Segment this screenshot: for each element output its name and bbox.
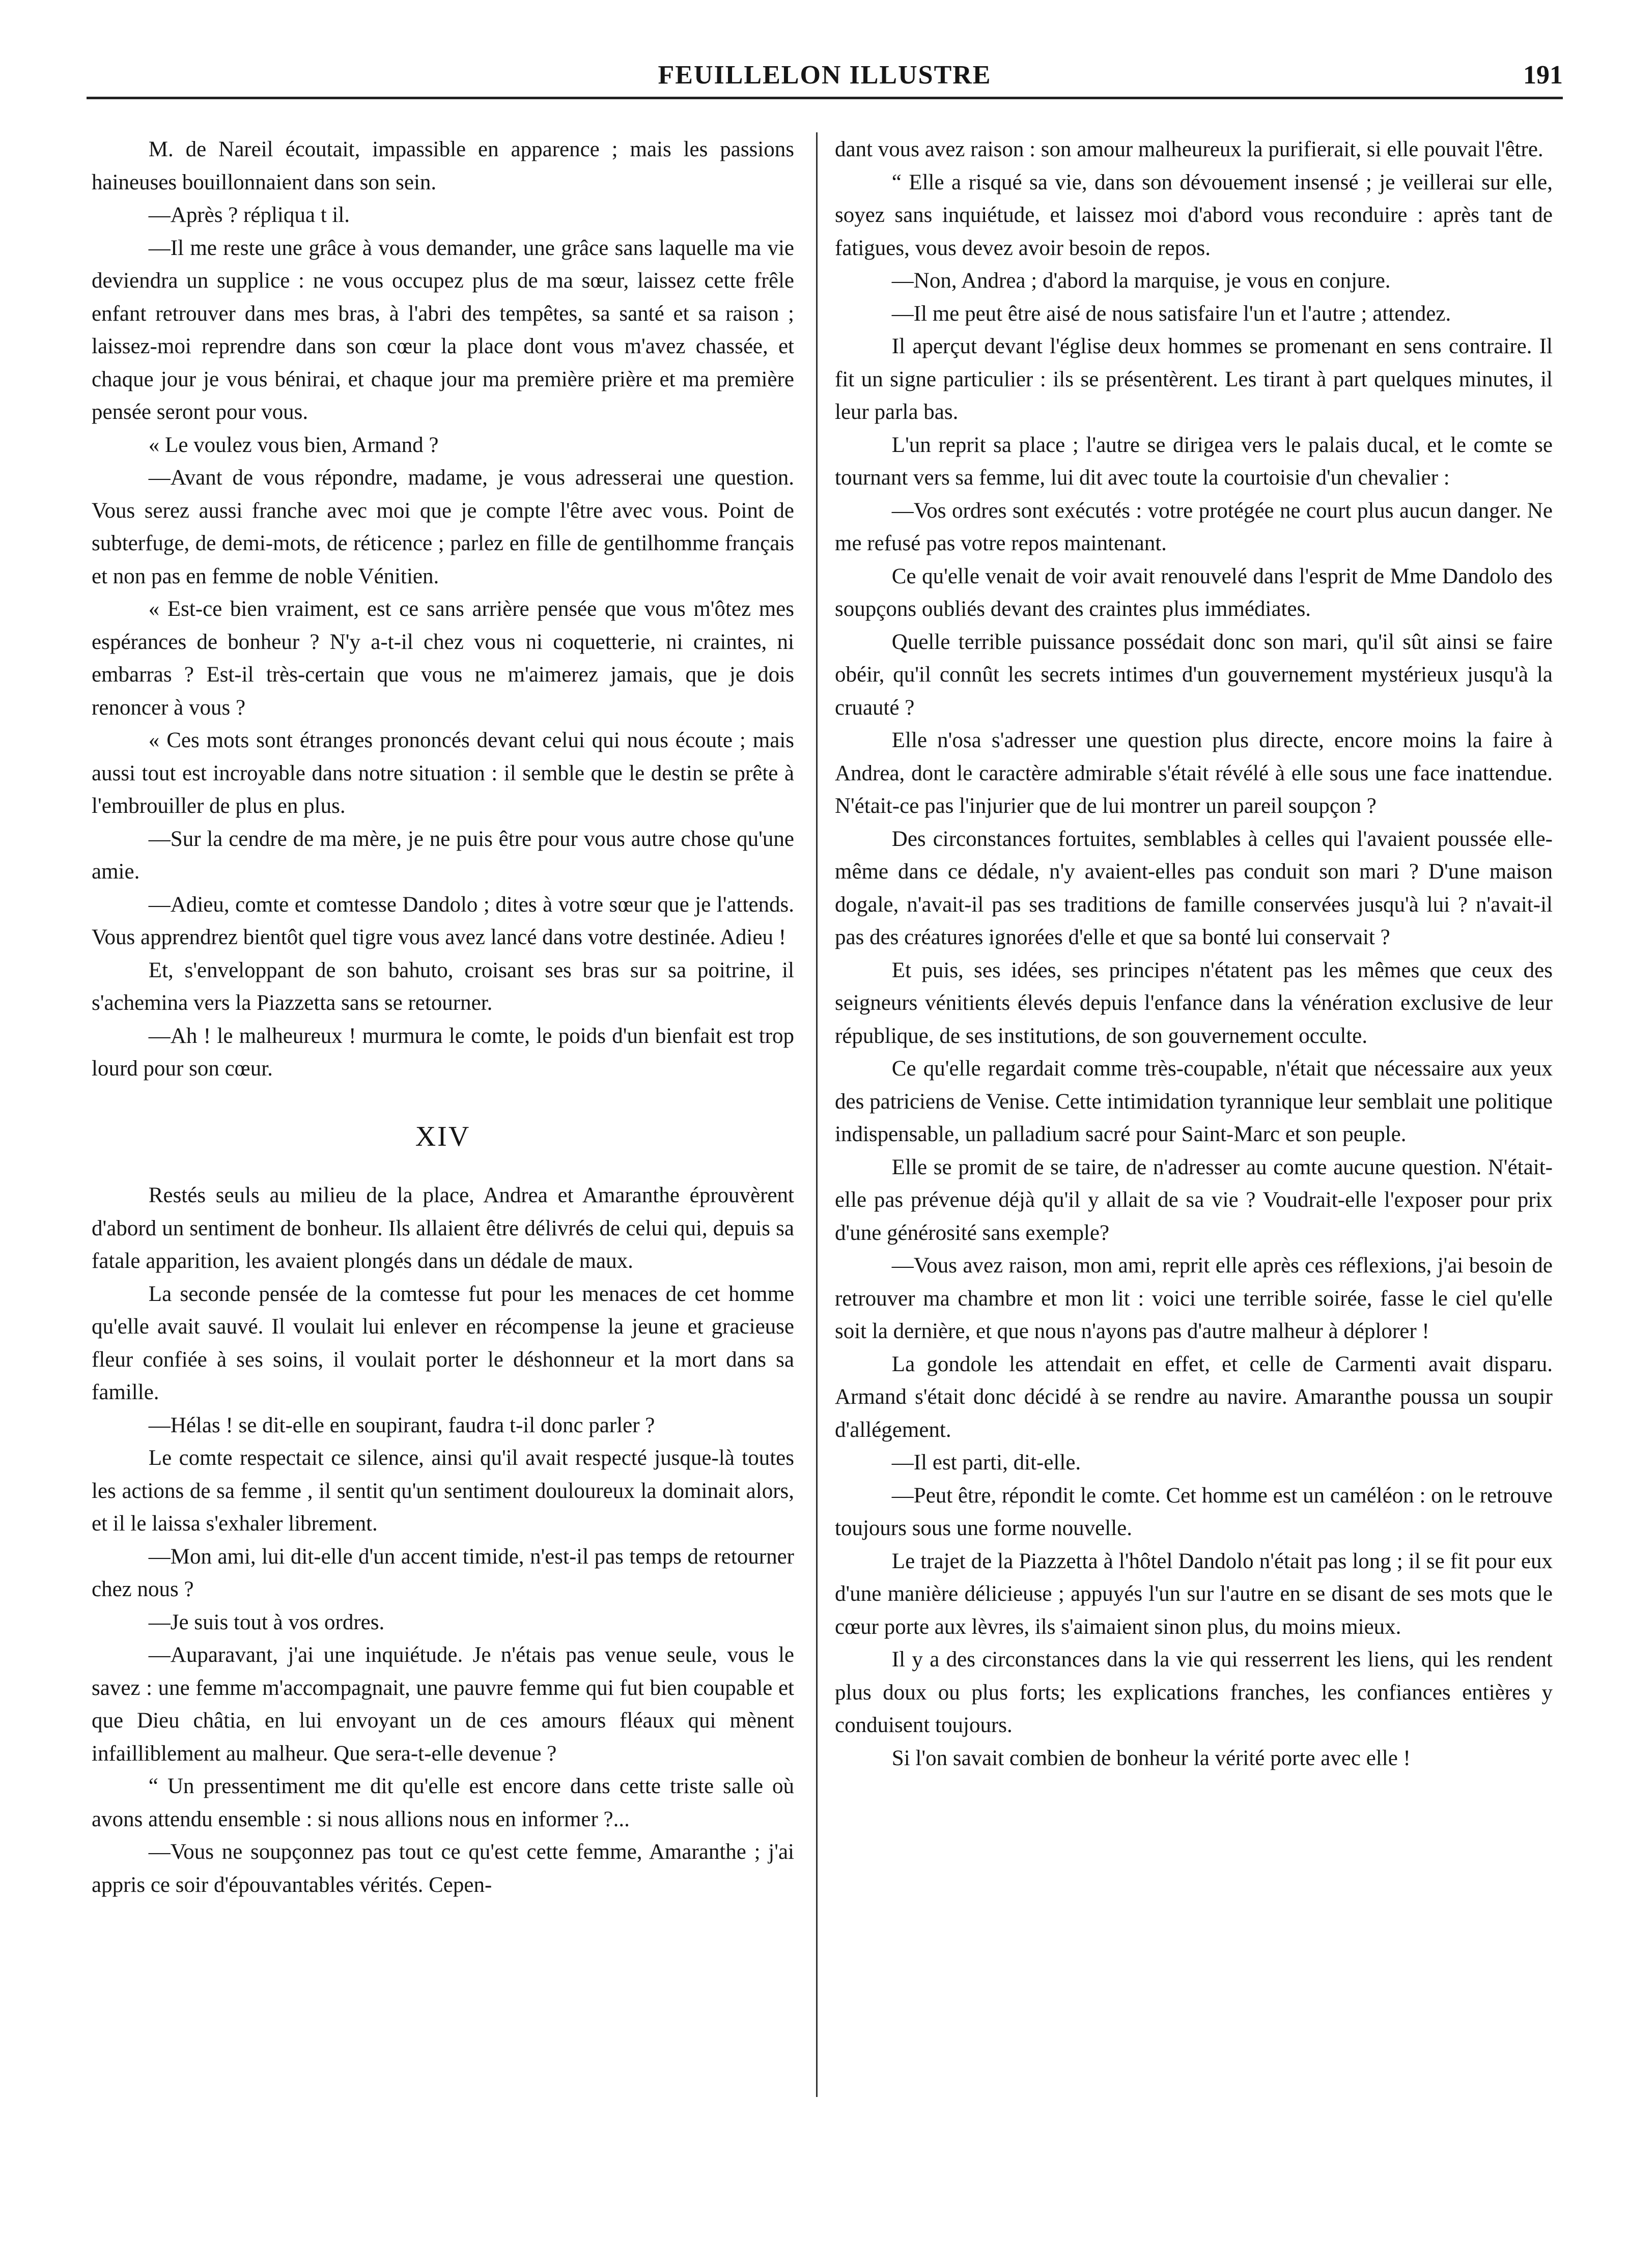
paragraph: —Sur la cendre de ma mère, je ne puis être pour vous autre chose qu'une amie.	[92, 827, 794, 884]
paragraph: Et, s'enveloppant de son bahuto, croisant ses bras sur sa poitrine, il s'achemina vers la Piazzetta sans se retourner.	[92, 958, 794, 1015]
header-rule	[87, 97, 1563, 99]
paragraph: —Après ? répliqua t il.	[148, 203, 350, 227]
paragraph: Restés seuls au milieu de la place, Andrea et Amaranthe éprouvèrent d'abord un sentiment de bonheur. Ils allaient être délivrés de celui qui, depuis sa fatale apparition, les avaient plongés dans un dédale de maux.	[92, 1183, 794, 1273]
paragraph: Si l'on savait combien de bonheur la vérité porte avec elle !	[891, 1746, 1411, 1770]
paragraph: —Hélas ! se dit-elle en soupirant, faudra t-il donc parler ?	[148, 1413, 655, 1437]
running-title: FEUILLELON ILLUSTRE	[658, 61, 992, 90]
page-number: 191	[1523, 61, 1563, 90]
paragraph: Ce qu'elle venait de voir avait renouvelé dans l'esprit de Mme Dandolo des soupçons oubliés devant des craintes plus immédiates.	[835, 564, 1553, 621]
paragraph: M. de Nareil écoutait, impassible en apparence ; mais les passions haineuses bouillonnaient dans son sein.	[92, 137, 794, 194]
paragraph: “ Un pressentiment me dit qu'elle est encore dans cette triste salle où avons attendu ensemble : si nous allions nous en informer ?...	[92, 1774, 794, 1831]
paragraph: Ce qu'elle regardait comme très-coupable, n'était que nécessaire aux yeux des patriciens de Venise. Cette intimidation tyrannique leur semblait une politique indispensable, un palladium sacré pour Saint-Marc et son peuple.	[835, 1057, 1553, 1146]
paragraph: L'un reprit sa place ; l'autre se dirigea vers le palais ducal, et le comte se tournant vers sa femme, lui dit avec toute la courtoisie d'un chevalier :	[835, 433, 1553, 490]
paragraph: “ Elle a risqué sa vie, dans son dévouement insensé ; je veillerai sur elle, soyez sans inquiétude, et laissez moi d'abord vous reconduire : après tant de fatigues, vous devez avoir besoin de repos.	[835, 170, 1553, 260]
paragraph: « Est-ce bien vraiment, est ce sans arrière pensée que vous m'ôtez mes espérances de bonheur ? N'y a-t-il chez vous ni coquetterie, ni craintes, ni embarras ? Est-il très-certain que vous ne m'aimerez jamais, que je dois renoncer à vous ?	[92, 597, 794, 720]
paragraph: —Il est parti, dit-elle.	[891, 1451, 1081, 1475]
paragraph: Le trajet de la Piazzetta à l'hôtel Dandolo n'était pas long ; il se fit pour eux d'une manière délicieuse ; appuyés l'un sur l'autre en se disant de ses mots que le cœur porte aux lèvres, ils s'aimaient sinon plus, du moins mieux.	[835, 1549, 1553, 1639]
paragraph: —Vous avez raison, mon ami, reprit elle après ces réflexions, j'ai besoin de retrouver ma chambre et mon lit : voici une terrible soirée, fasse le ciel qu'elle soit la dernière, et que nous n'ayons pas d'autre malheur à déplorer !	[835, 1254, 1553, 1343]
column-divider	[816, 132, 818, 2097]
page-header	[87, 51, 1563, 97]
paragraph: « Ces mots sont étranges prononcés devant celui qui nous écoute ; mais aussi tout est incroyable dans notre situation : il semble que le destin se prête à l'embrouiller de plus en plus.	[92, 728, 794, 818]
paragraph: —Il me peut être aisé de nous satisfaire l'un et l'autre ; attendez.	[891, 301, 1451, 326]
left-column	[92, 133, 794, 1902]
paragraph: Des circonstances fortuites, semblables à celles qui l'avaient poussée elle-même dans ce dédale, n'y avaient-elles pas conduit son mari ? D'une maison dogale, n'avait-il pas ses traditions de famille conservées jusqu'à lui ? n'avait-il pas des créatures ignorées d'elle et que sa bonté lui conservait ?	[835, 827, 1553, 949]
paragraph: —Je suis tout à vos ordres.	[148, 1610, 385, 1634]
paragraph: —Non, Andrea ; d'abord la marquise, je vous en conjure.	[891, 269, 1391, 293]
paragraph: —Ah ! le malheureux ! murmura le comte, le poids d'un bienfait est trop lourd pour son cœur.	[92, 1024, 794, 1081]
paragraph: Elle se promit de se taire, de n'adresser au comte aucune question. N'était-elle pas prévenue déjà qu'il y allait de sa vie ? Voudrait-elle l'exposer pour prix d'une générosité sans exemple?	[835, 1155, 1553, 1245]
paragraph: La seconde pensée de la comtesse fut pour les menaces de cet homme qu'elle avait sauvé. Il voulait lui enlever en récompense la jeune et gracieuse fleur confiée à ses soins, il voulait porter le déshonneur et la mort dans sa famille.	[92, 1282, 794, 1404]
paragraph: —Avant de vous répondre, madame, je vous adresserai une question. Vous serez aussi franche avec moi que je compte l'être avec vous. Point de subterfuge, de demi-mots, de réticence ; parlez en fille de gentilhomme français et non pas en femme de noble Vénitien.	[92, 466, 794, 588]
paragraph: —Il me reste une grâce à vous demander, une grâce sans laquelle ma vie deviendra un supplice : ne vous occupez plus de ma sœur, laissez cette frêle enfant retrouver dans mes bras, à l'abri des tempêtes, sa santé et sa raison ; laissez-moi reprendre dans son cœur la place dont vous m'avez chassée, et chaque jour je vous bénirai, et chaque jour ma première prière et ma première pensée seront pour vous.	[92, 236, 794, 424]
paragraph: « Le voulez vous bien, Armand ?	[148, 433, 439, 457]
right-column	[835, 133, 1553, 1775]
paragraph: Le comte respectait ce silence, ainsi qu'il avait respecté jusque-là toutes les actions de sa femme , il sentit qu'un sentiment douloureux la dominait alors, et il le laissa s'exhaler librement.	[92, 1446, 794, 1536]
paragraph: La gondole les attendait en effet, et celle de Carmenti avait disparu. Armand s'était donc décidé à se rendre au navire. Amaranthe poussa un soupir d'allégement.	[835, 1352, 1553, 1442]
paragraph: Elle n'osa s'adresser une question plus directe, encore moins la faire à Andrea, dont le caractère admirable s'était révélé à elle sous une face inattendue. N'était-ce pas l'injurier que de lui montrer un pareil soupçon ?	[835, 728, 1553, 818]
paragraph: —Vous ne soupçonnez pas tout ce qu'est cette femme, Amaranthe ; j'ai appris ce soir d'épouvantables vérités. Cepen-	[92, 1840, 794, 1897]
paragraph: —Adieu, comte et comtesse Dandolo ; dites à votre sœur que je l'attends. Vous apprendrez bientôt quel tigre vous avez lancé dans votre destinée. Adieu !	[92, 892, 794, 949]
paragraph: dant vous avez raison : son amour malheureux la purifierait, si elle pouvait l'être.	[835, 137, 1543, 161]
paragraph: —Auparavant, j'ai une inquiétude. Je n'étais pas venue seule, vous le savez : une femme m'accompagnait, une pauvre femme qui fut bien coupable et que Dieu châtia, en lui envoyant un de ces amours fléaux qui mènent infailliblement au malheur. Que sera-t-elle devenue ?	[92, 1643, 794, 1766]
paragraph: Il aperçut devant l'église deux hommes se promenant en sens contraire. Il fit un signe particulier : ils se présentèrent. Les tirant à part quelques minutes, il leur parla bas.	[835, 334, 1553, 424]
paragraph: Quelle terrible puissance possédait donc son mari, qu'il sût ainsi se faire obéir, qu'il connût les secrets intimes d'un gouvernement mystérieux jusqu'à la cruauté ?	[835, 630, 1553, 720]
paragraph: Et puis, ses idées, ses principes n'étatent pas les mêmes que ceux des seigneurs vénitients élevés depuis l'enfance dans la vénération exclusive de leur république, de ses institutions, de son gouvernement occulte.	[835, 958, 1553, 1048]
paragraph: Il y a des circonstances dans la vie qui resserrent les liens, qui les rendent plus doux ou plus forts; les explications franches, les confiances entières y conduisent toujours.	[835, 1648, 1553, 1737]
paragraph: —Mon ami, lui dit-elle d'un accent timide, n'est-il pas temps de retourner chez nous ?	[92, 1544, 794, 1601]
paragraph: —Vos ordres sont exécutés : votre protégée ne court plus aucun danger. Ne me refusé pas votre repos maintenant.	[835, 498, 1553, 555]
chapter-heading: XIV	[415, 1120, 471, 1152]
paragraph: —Peut être, répondit le comte. Cet homme est un caméléon : on le retrouve toujours sous une forme nouvelle.	[835, 1483, 1553, 1540]
